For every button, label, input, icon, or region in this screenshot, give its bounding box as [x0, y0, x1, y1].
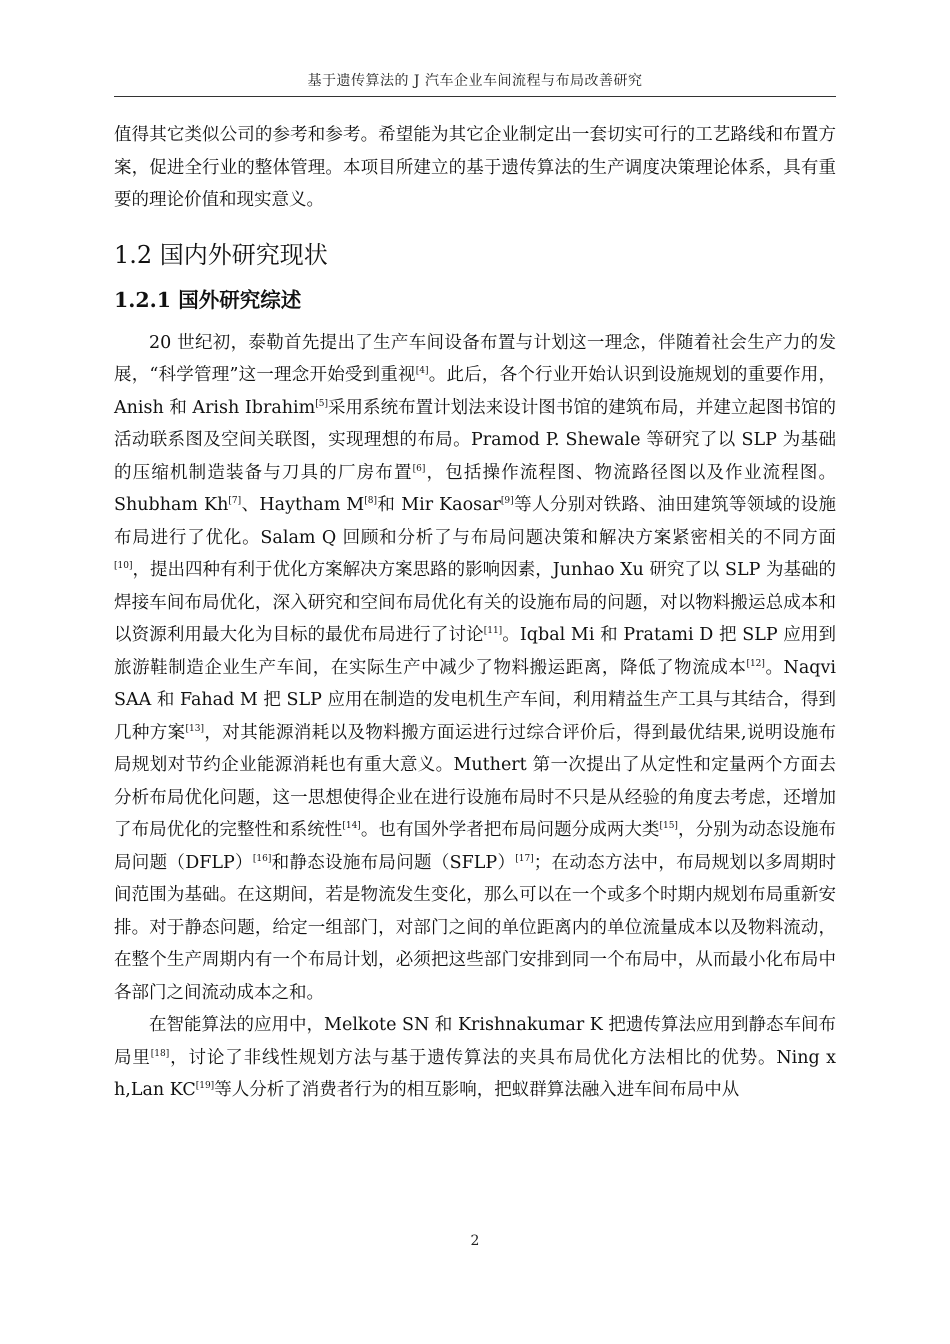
text-run: 等人分析了消费者行为的相互影响，把蚁群算法融入进车间布局中从	[214, 1080, 740, 1100]
citation: [7]	[228, 496, 242, 506]
body-paragraph-1	[114, 327, 836, 1010]
text-run: ；在动态方法中，布局规划以多周期时间范围为基础。在这期间，若是物流发生变化，那么可以在一个或多个时期内规划布局重新安排。对于静态问题，给定一组部门，对部门之间的单位距离内的单位流量成本以及物料流动，在整个生产周期内有一个布局计划，必须把这些部门安排到同一个布局中，从而最小化布局中各部门之间流动成本之和。	[114, 852, 836, 1003]
intro-paragraph: 值得其它类似公司的参考和参考。希望能为其它企业制定出一套切实可行的工艺路线和布置方案，促进全行业的整体管理。本项目所建立的基于遗传算法的生产调度决策理论体系，具有重要的理论价值和现实意义。	[114, 125, 836, 210]
text-run: ，讨论了非线性规划方法与基于遗传算法的夹具布局优化方法相比的优势。Ning x h,Lan KC	[114, 1047, 837, 1100]
text-run: 。此后，各个行业开始认识到设施规划的重要作用，Anish 和 Arish Ibrahim	[114, 365, 836, 418]
citation: [10]	[114, 561, 133, 571]
text-run: 在智能算法的应用中，Melkote SN 和 Krishnakumar K 把遗传算法应用到静态车间布局里	[114, 1015, 836, 1068]
citation: [14]	[342, 821, 361, 831]
text-run: ，对其能源消耗以及物料搬方面运进行过综合评价后，得到最优结果,说明设施布局规划对节约企业能源消耗也有重大意义。Muthert 第一次提出了从定性和定量两个方面去分析布局优化问题，这一思想使得企业在进行设施布局时不只是从经验的角度去考虑，还增加了布局优化的完整性和系统性	[114, 722, 836, 840]
citation: [11]	[483, 626, 503, 636]
citation: [9]	[500, 496, 514, 506]
citation: [19]	[195, 1081, 215, 1091]
text-run: 等人分别对铁路、油田建筑等领域的设施布局进行了优化。Salam Q 回顾和分析了与布局问题决策和解决方案紧密相关的不同方面	[114, 495, 836, 548]
citation: [5]	[315, 398, 328, 409]
text-run: 和 Mir Kaosar	[376, 495, 501, 515]
citation: [12]	[746, 658, 765, 669]
citation: [16]	[252, 853, 272, 864]
citation: [17]	[515, 853, 534, 864]
page-body	[114, 119, 836, 1107]
text-run: 20 世纪初，泰勒首先提出了生产车间设备布置与计划这一理念，伴随着社会生产力的发展，“科学管理”这一理念开始受到重视	[114, 332, 836, 385]
text-run: 。Iqbal Mi 和 Pratami D 把 SLP 应用到旅游鞋制造企业生产车间，在实际生产中减少了物料搬运距离，降低了物流成本	[114, 625, 836, 678]
text-run: 、Haytham M	[241, 495, 365, 515]
subsection-heading: 1.2.1 国外研究综述	[114, 287, 302, 312]
body-paragraph-2	[114, 1009, 836, 1107]
section-heading: 1.2 国内外研究现状	[114, 240, 328, 269]
text-run: 。Naqvi SAA 和 Fahad M 把 SLP 应用在制造的发电机生产车间，利用精益生产工具与其结合，得到几种方案	[114, 657, 836, 743]
citation: [4]	[415, 366, 429, 376]
page-number: 2	[470, 1233, 480, 1249]
citation: [15]	[659, 821, 678, 831]
text-run: 和静态设施布局问题（SFLP）	[271, 852, 516, 873]
text-run: 采用系统布置计划法来设计图书馆的建筑布局，并建立起图书馆的活动联系图及空间关联图，实现理想的布局。Pramod P. Shewale 等研究了以 SLP 为基础的压缩机制造装备与刀具的厂房布置	[114, 397, 836, 483]
text-run: 。也有国外学者把布局问题分成两大类	[360, 820, 660, 840]
citation: [8]	[364, 496, 377, 506]
citation: [18]	[150, 1048, 170, 1059]
running-header: 基于遗传算法的 J 汽车企业车间流程与布局改善研究	[307, 73, 643, 89]
citation: [6]	[412, 463, 426, 474]
header-divider	[114, 96, 836, 97]
citation: [13]	[185, 723, 205, 734]
text-run: ，包括操作流程图、物流路径图以及作业流程图。Shubham Kh	[114, 462, 837, 515]
text-run: ，提出四种有利于优化方案解决方案思路的影响因素，Junhao Xu 研究了以 SLP 为基础的焊接车间布局优化，深入研究和空间布局优化有关的设施布局的问题，对以物料搬运总成本和以资源利用最大化为目标的最优布局进行了讨论	[114, 560, 836, 645]
text-run: ，分别为动态设施布局问题（DFLP）	[114, 820, 837, 873]
